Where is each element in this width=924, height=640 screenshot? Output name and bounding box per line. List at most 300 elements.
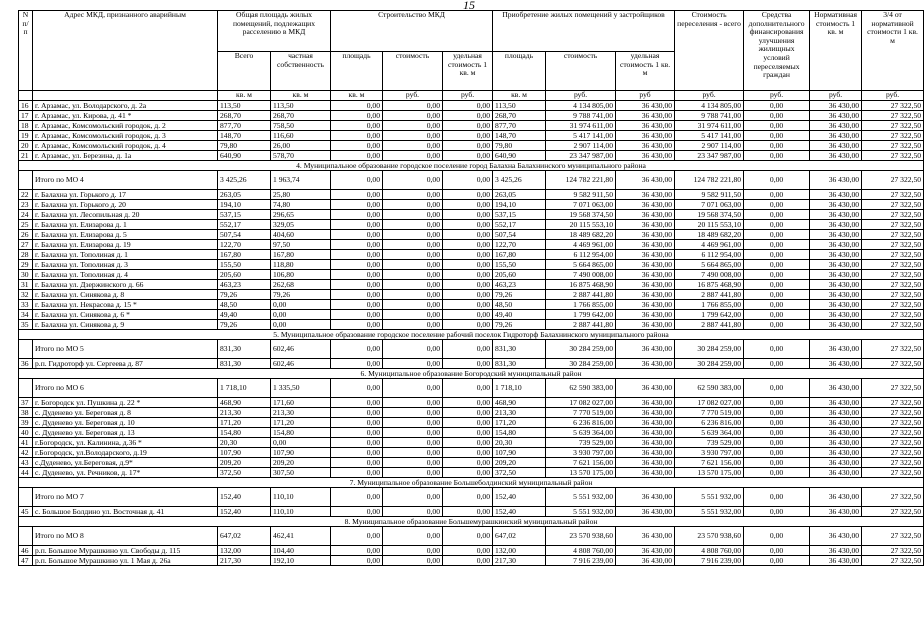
- value-cell-ca: 0,00: [331, 259, 383, 269]
- value-cell-cu: 0,00: [443, 407, 493, 417]
- subcol-acquisition-cost: стоимость: [546, 52, 616, 91]
- value-cell-cc: 0,00: [383, 239, 443, 249]
- value-cell-priv: 74,80: [271, 199, 331, 209]
- value-cell-total: 213,30: [218, 407, 271, 417]
- table-row: [19, 437, 924, 447]
- value-cell-priv: 107,90: [271, 447, 331, 457]
- row-number: 19: [19, 130, 33, 140]
- value-cell-total: 640,90: [218, 150, 271, 160]
- row-number: 31: [19, 279, 33, 289]
- value-cell-cu: 0,00: [443, 259, 493, 269]
- value-cell-cost: 2 887 441,80: [675, 289, 744, 299]
- value-cell-total: 132,00: [218, 545, 271, 555]
- table-row: [19, 130, 924, 140]
- units-row: [19, 91, 924, 101]
- value-cell-priv: 118,80: [271, 259, 331, 269]
- value-cell-aa: 831,30: [493, 339, 546, 358]
- value-cell-aa: 537,15: [493, 209, 546, 219]
- value-cell-cost: 124 782 221,80: [675, 170, 744, 189]
- value-cell-ca: 0,00: [331, 279, 383, 289]
- value-cell-tq: 27 322,50: [862, 506, 924, 516]
- value-cell-norm: 36 430,00: [810, 526, 862, 545]
- table-row: [19, 319, 924, 329]
- value-cell-cost: 9 788 741,00: [675, 110, 744, 120]
- total-label: Итого по МО 6: [33, 378, 218, 397]
- value-cell-cc: 0,00: [383, 110, 443, 120]
- value-cell-aa: 79,80: [493, 140, 546, 150]
- value-cell-total: 79,80: [218, 140, 271, 150]
- address-cell: г. Арзамас, ул. Володарского, д. 2а: [33, 100, 218, 110]
- value-cell-norm: 36 430,00: [810, 457, 862, 467]
- value-cell-au: 36 430,00: [616, 219, 675, 229]
- table-row: [19, 407, 924, 417]
- value-cell-norm: 36 430,00: [810, 110, 862, 120]
- value-cell-total: 167,80: [218, 249, 271, 259]
- value-cell-au: 36 430,00: [616, 289, 675, 299]
- value-cell-priv: 0,00: [271, 319, 331, 329]
- value-cell-cost: 5 551 932,00: [675, 487, 744, 506]
- unit-cell: кв. м: [331, 91, 383, 101]
- value-cell-au: 36 430,00: [616, 339, 675, 358]
- total-label: Итого по МО 7: [33, 487, 218, 506]
- subcol-private: частная собственность: [271, 52, 331, 91]
- row-number: 32: [19, 289, 33, 299]
- value-cell-ca: 0,00: [331, 229, 383, 239]
- value-cell-extra: 0,00: [744, 319, 810, 329]
- value-cell-cost: 6 112 954,00: [675, 249, 744, 259]
- unit-cell: руб.: [383, 91, 443, 101]
- value-cell-cost: 739 529,00: [675, 437, 744, 447]
- value-cell-total: 205,60: [218, 269, 271, 279]
- value-cell-ca: 0,00: [331, 170, 383, 189]
- value-cell-tq: 27 322,50: [862, 447, 924, 457]
- value-cell-norm: 36 430,00: [810, 407, 862, 417]
- value-cell-ca: 0,00: [331, 447, 383, 457]
- row-number: 35: [19, 319, 33, 329]
- value-cell-priv: 578,70: [271, 150, 331, 160]
- value-cell-tq: 27 322,50: [862, 437, 924, 447]
- section-row: [19, 329, 924, 339]
- value-cell-norm: 36 430,00: [810, 397, 862, 407]
- address-cell: с.Дуденево, ул.Береговая, д.9*: [33, 457, 218, 467]
- value-cell-norm: 36 430,00: [810, 150, 862, 160]
- row-number: 42: [19, 447, 33, 457]
- value-cell-tq: 27 322,50: [862, 239, 924, 249]
- value-cell-priv: 262,68: [271, 279, 331, 289]
- value-cell-aa: 49,40: [493, 309, 546, 319]
- table-row: [19, 100, 924, 110]
- table-row: [19, 189, 924, 199]
- value-cell-priv: 79,26: [271, 289, 331, 299]
- value-cell-cost: 5 417 141,00: [675, 130, 744, 140]
- value-cell-priv: 213,30: [271, 407, 331, 417]
- value-cell-ca: 0,00: [331, 289, 383, 299]
- value-cell-ca: 0,00: [331, 209, 383, 219]
- row-number: 20: [19, 140, 33, 150]
- address-cell: р.п. Большое Мурашкино ул. Свободы д. 115: [33, 545, 218, 555]
- value-cell-norm: 36 430,00: [810, 545, 862, 555]
- value-cell-extra: 0,00: [744, 437, 810, 447]
- value-cell-ac: 124 782 221,80: [546, 170, 616, 189]
- value-cell-total: 552,17: [218, 219, 271, 229]
- address-cell: г. Балахна ул. Тополиная д. 3: [33, 259, 218, 269]
- value-cell-norm: 36 430,00: [810, 239, 862, 249]
- address-cell: г.Богородск, ул. Калинина, д.36 *: [33, 437, 218, 447]
- value-cell-aa: 640,90: [493, 150, 546, 160]
- total-row: [19, 526, 924, 545]
- value-cell-au: 36 430,00: [616, 407, 675, 417]
- value-cell-cc: 0,00: [383, 319, 443, 329]
- value-cell-au: 36 430,00: [616, 487, 675, 506]
- value-cell-total: 507,54: [218, 229, 271, 239]
- row-number: 46: [19, 545, 33, 555]
- value-cell-norm: 36 430,00: [810, 447, 862, 457]
- value-cell-cu: 0,00: [443, 417, 493, 427]
- value-cell-cost: 5 664 865,00: [675, 259, 744, 269]
- value-cell-ac: 7 071 063,00: [546, 199, 616, 209]
- value-cell-au: 36 430,00: [616, 299, 675, 309]
- value-cell-norm: 36 430,00: [810, 378, 862, 397]
- row-number: 21: [19, 150, 33, 160]
- value-cell-cost: 1 766 855,00: [675, 299, 744, 309]
- value-cell-cu: 0,00: [443, 358, 493, 368]
- subcol-acquisition-unit-cost: удельная стоимость 1 кв. м: [616, 52, 675, 91]
- subcol-acquisition-area: площадь: [493, 52, 546, 91]
- value-cell-au: 36 430,00: [616, 189, 675, 199]
- value-cell-cu: 0,00: [443, 506, 493, 516]
- col-norm-cost-header: Нормативная стоимость 1 кв. м: [810, 11, 862, 91]
- value-cell-total: 217,30: [218, 555, 271, 565]
- value-cell-priv: 307,50: [271, 467, 331, 477]
- value-cell-cost: 30 284 259,00: [675, 358, 744, 368]
- value-cell-cu: 0,00: [443, 199, 493, 209]
- table-row: [19, 457, 924, 467]
- value-cell-ac: 30 284 259,00: [546, 339, 616, 358]
- value-cell-aa: 20,30: [493, 437, 546, 447]
- row-number: [19, 526, 33, 545]
- row-number: 45: [19, 506, 33, 516]
- value-cell-norm: 36 430,00: [810, 319, 862, 329]
- value-cell-tq: 27 322,50: [862, 259, 924, 269]
- total-row: [19, 339, 924, 358]
- value-cell-extra: 0,00: [744, 417, 810, 427]
- value-cell-ca: 0,00: [331, 249, 383, 259]
- value-cell-cu: 0,00: [443, 189, 493, 199]
- value-cell-extra: 0,00: [744, 199, 810, 209]
- col-extra-funds-header: Средства дополнительного финансирования улучшения жилищных условий переселяемых граждан: [744, 11, 810, 91]
- value-cell-priv: 25,80: [271, 189, 331, 199]
- value-cell-cost: 2 907 114,00: [675, 140, 744, 150]
- value-cell-ac: 20 115 553,10: [546, 219, 616, 229]
- value-cell-cost: 4 134 805,00: [675, 100, 744, 110]
- col-address-header: Адрес МКД, признанного аварийным: [33, 11, 218, 91]
- value-cell-aa: 148,70: [493, 130, 546, 140]
- value-cell-au: 36 430,00: [616, 397, 675, 407]
- table-row: [19, 239, 924, 249]
- row-number: 39: [19, 417, 33, 427]
- address-cell: р.п. Гидроторф ул. Сергеева д. 87: [33, 358, 218, 368]
- value-cell-total: 20,30: [218, 437, 271, 447]
- table-row: [19, 209, 924, 219]
- value-cell-ca: 0,00: [331, 299, 383, 309]
- value-cell-tq: 27 322,50: [862, 309, 924, 319]
- value-cell-priv: 0,00: [271, 437, 331, 447]
- value-cell-aa: 552,17: [493, 219, 546, 229]
- subcol-total: Всего: [218, 52, 271, 91]
- value-cell-aa: 217,30: [493, 555, 546, 565]
- value-cell-ac: 23 570 938,60: [546, 526, 616, 545]
- value-cell-tq: 27 322,50: [862, 427, 924, 437]
- total-label: Итого по МО 8: [33, 526, 218, 545]
- value-cell-ac: 7 490 008,00: [546, 269, 616, 279]
- value-cell-cu: 0,00: [443, 209, 493, 219]
- value-cell-ac: 2 887 441,80: [546, 289, 616, 299]
- value-cell-tq: 27 322,50: [862, 407, 924, 417]
- value-cell-extra: 0,00: [744, 100, 810, 110]
- value-cell-cc: 0,00: [383, 189, 443, 199]
- value-cell-aa: 647,02: [493, 526, 546, 545]
- value-cell-total: 1 718,10: [218, 378, 271, 397]
- value-cell-norm: 36 430,00: [810, 289, 862, 299]
- value-cell-total: 468,90: [218, 397, 271, 407]
- value-cell-tq: 27 322,50: [862, 229, 924, 239]
- value-cell-norm: 36 430,00: [810, 209, 862, 219]
- value-cell-au: 36 430,00: [616, 120, 675, 130]
- address-cell: с. Большое Болдино ул. Восточная д. 41: [33, 506, 218, 516]
- value-cell-aa: 152,40: [493, 506, 546, 516]
- value-cell-priv: 404,60: [271, 229, 331, 239]
- section-row: [19, 477, 924, 487]
- value-cell-priv: 110,10: [271, 487, 331, 506]
- value-cell-total: 48,50: [218, 299, 271, 309]
- value-cell-cc: 0,00: [383, 437, 443, 447]
- value-cell-cost: 13 570 175,00: [675, 467, 744, 477]
- value-cell-cost: 7 490 008,00: [675, 269, 744, 279]
- row-number: [19, 378, 33, 397]
- value-cell-ca: 0,00: [331, 319, 383, 329]
- value-cell-cost: 62 590 383,00: [675, 378, 744, 397]
- value-cell-au: 36 430,00: [616, 417, 675, 427]
- value-cell-ac: 16 875 468,90: [546, 279, 616, 289]
- value-cell-cost: 5 639 364,00: [675, 427, 744, 437]
- value-cell-priv: 167,80: [271, 249, 331, 259]
- value-cell-ca: 0,00: [331, 339, 383, 358]
- value-cell-priv: 0,00: [271, 299, 331, 309]
- total-row: [19, 170, 924, 189]
- row-number: 44: [19, 467, 33, 477]
- value-cell-priv: 1 963,74: [271, 170, 331, 189]
- address-cell: г. Арзамас, ул. Кирова, д. 41 *: [33, 110, 218, 120]
- table-row: [19, 219, 924, 229]
- value-cell-ac: 6 112 954,00: [546, 249, 616, 259]
- value-cell-aa: 113,50: [493, 100, 546, 110]
- value-cell-priv: 329,05: [271, 219, 331, 229]
- value-cell-tq: 27 322,50: [862, 467, 924, 477]
- value-cell-cost: 9 582 911,50: [675, 189, 744, 199]
- value-cell-priv: 110,10: [271, 506, 331, 516]
- table-row: [19, 279, 924, 289]
- address-cell: г. Балахна ул. Тополиная д. 1: [33, 249, 218, 259]
- value-cell-aa: 152,40: [493, 487, 546, 506]
- address-cell: с. Дуденево ул. Береговая д. 8: [33, 407, 218, 417]
- value-cell-ca: 0,00: [331, 457, 383, 467]
- table-row: [19, 199, 924, 209]
- value-cell-cu: 0,00: [443, 555, 493, 565]
- address-cell: г. Балахна ул. Синякова д. 8: [33, 289, 218, 299]
- value-cell-extra: 0,00: [744, 229, 810, 239]
- value-cell-extra: 0,00: [744, 269, 810, 279]
- address-cell: г. Балахна ул. Горького д. 17: [33, 189, 218, 199]
- section-title: 7. Муниципальное образование Большеболдинский муниципальный район: [19, 477, 924, 487]
- value-cell-total: 194,10: [218, 199, 271, 209]
- value-cell-cc: 0,00: [383, 427, 443, 437]
- unit-cell: руб.: [546, 91, 616, 101]
- value-cell-priv: 602,46: [271, 358, 331, 368]
- value-cell-extra: 0,00: [744, 506, 810, 516]
- row-number: 26: [19, 229, 33, 239]
- row-number: [19, 170, 33, 189]
- value-cell-cc: 0,00: [383, 545, 443, 555]
- value-cell-tq: 27 322,50: [862, 209, 924, 219]
- value-cell-extra: 0,00: [744, 170, 810, 189]
- value-cell-au: 36 430,00: [616, 170, 675, 189]
- value-cell-tq: 27 322,50: [862, 358, 924, 368]
- value-cell-aa: 122,70: [493, 239, 546, 249]
- value-cell-cu: 0,00: [443, 130, 493, 140]
- value-cell-ca: 0,00: [331, 487, 383, 506]
- value-cell-total: 49,40: [218, 309, 271, 319]
- row-number: 22: [19, 189, 33, 199]
- value-cell-au: 36 430,00: [616, 130, 675, 140]
- section-row: [19, 160, 924, 170]
- value-cell-cost: 30 284 259,00: [675, 339, 744, 358]
- value-cell-total: 171,20: [218, 417, 271, 427]
- address-cell: г.Богородск, ул.Володарского, д.19: [33, 447, 218, 457]
- value-cell-ca: 0,00: [331, 526, 383, 545]
- value-cell-cu: 0,00: [443, 140, 493, 150]
- value-cell-cc: 0,00: [383, 259, 443, 269]
- table-row: [19, 249, 924, 259]
- value-cell-norm: 36 430,00: [810, 506, 862, 516]
- value-cell-cc: 0,00: [383, 467, 443, 477]
- value-cell-total: 107,90: [218, 447, 271, 457]
- value-cell-au: 36 430,00: [616, 110, 675, 120]
- value-cell-cc: 0,00: [383, 417, 443, 427]
- value-cell-aa: 372,50: [493, 467, 546, 477]
- value-cell-au: 36 430,00: [616, 526, 675, 545]
- address-cell: с. Дуденево ул. Береговая д. 13: [33, 427, 218, 437]
- section-row: [19, 516, 924, 526]
- value-cell-tq: 27 322,50: [862, 526, 924, 545]
- value-cell-cost: 31 974 611,00: [675, 120, 744, 130]
- total-label: Итого по МО 4: [33, 170, 218, 189]
- value-cell-ca: 0,00: [331, 110, 383, 120]
- value-cell-ac: 739 529,00: [546, 437, 616, 447]
- value-cell-au: 36 430,00: [616, 239, 675, 249]
- value-cell-ca: 0,00: [331, 269, 383, 279]
- value-cell-norm: 36 430,00: [810, 199, 862, 209]
- value-cell-cost: 2 887 441,80: [675, 319, 744, 329]
- value-cell-ca: 0,00: [331, 378, 383, 397]
- table-row: [19, 289, 924, 299]
- value-cell-cc: 0,00: [383, 457, 443, 467]
- value-cell-cost: 1 799 642,00: [675, 309, 744, 319]
- value-cell-ac: 31 974 611,00: [546, 120, 616, 130]
- col-three-quarters-header: 3/4 от нормативной стоимости 1 кв. м: [862, 11, 924, 91]
- value-cell-cc: 0,00: [383, 447, 443, 457]
- address-cell: г. Арзамас, Комсомольский городок, д. 3: [33, 130, 218, 140]
- row-number: 29: [19, 259, 33, 269]
- value-cell-total: 372,50: [218, 467, 271, 477]
- section-row: [19, 368, 924, 378]
- value-cell-cu: 0,00: [443, 457, 493, 467]
- value-cell-extra: 0,00: [744, 545, 810, 555]
- value-cell-priv: 113,50: [271, 100, 331, 110]
- value-cell-tq: 27 322,50: [862, 199, 924, 209]
- value-cell-cu: 0,00: [443, 229, 493, 239]
- value-cell-cost: 18 489 682,20: [675, 229, 744, 239]
- value-cell-aa: 171,20: [493, 417, 546, 427]
- value-cell-extra: 0,00: [744, 555, 810, 565]
- table-row: [19, 545, 924, 555]
- total-label: Итого по МО 5: [33, 339, 218, 358]
- value-cell-cu: 0,00: [443, 289, 493, 299]
- value-cell-tq: 27 322,50: [862, 279, 924, 289]
- value-cell-extra: 0,00: [744, 279, 810, 289]
- value-cell-norm: 36 430,00: [810, 140, 862, 150]
- value-cell-total: 463,23: [218, 279, 271, 289]
- value-cell-cu: 0,00: [443, 447, 493, 457]
- value-cell-cost: 7 916 239,00: [675, 555, 744, 565]
- value-cell-cc: 0,00: [383, 150, 443, 160]
- value-cell-aa: 877,70: [493, 120, 546, 130]
- value-cell-au: 36 430,00: [616, 506, 675, 516]
- value-cell-total: 152,40: [218, 487, 271, 506]
- address-cell: г. Балахна ул. Дзержинского д. 66: [33, 279, 218, 289]
- value-cell-au: 36 430,00: [616, 269, 675, 279]
- value-cell-cc: 0,00: [383, 279, 443, 289]
- value-cell-extra: 0,00: [744, 189, 810, 199]
- value-cell-extra: 0,00: [744, 427, 810, 437]
- value-cell-ac: 18 489 682,20: [546, 229, 616, 239]
- value-cell-cc: 0,00: [383, 130, 443, 140]
- value-cell-ac: 9 788 741,00: [546, 110, 616, 120]
- value-cell-ca: 0,00: [331, 150, 383, 160]
- value-cell-extra: 0,00: [744, 259, 810, 269]
- value-cell-total: 155,50: [218, 259, 271, 269]
- value-cell-norm: 36 430,00: [810, 279, 862, 289]
- value-cell-cost: 5 551 932,00: [675, 506, 744, 516]
- address-cell: с. Дуденево ул. Береговая д. 10: [33, 417, 218, 427]
- value-cell-total: 647,02: [218, 526, 271, 545]
- value-cell-total: 268,70: [218, 110, 271, 120]
- value-cell-au: 36 430,00: [616, 150, 675, 160]
- value-cell-ac: 13 570 175,00: [546, 467, 616, 477]
- value-cell-aa: 209,20: [493, 457, 546, 467]
- row-number: 37: [19, 397, 33, 407]
- value-cell-total: 152,40: [218, 506, 271, 516]
- row-number: 16: [19, 100, 33, 110]
- value-cell-ac: 4 134 805,00: [546, 100, 616, 110]
- unit-cell: руб.: [744, 91, 810, 101]
- value-cell-cu: 0,00: [443, 487, 493, 506]
- value-cell-cc: 0,00: [383, 209, 443, 219]
- value-cell-aa: 3 425,26: [493, 170, 546, 189]
- value-cell-norm: 36 430,00: [810, 269, 862, 279]
- value-cell-ca: 0,00: [331, 100, 383, 110]
- value-cell-tq: 27 322,50: [862, 555, 924, 565]
- row-number: 41: [19, 437, 33, 447]
